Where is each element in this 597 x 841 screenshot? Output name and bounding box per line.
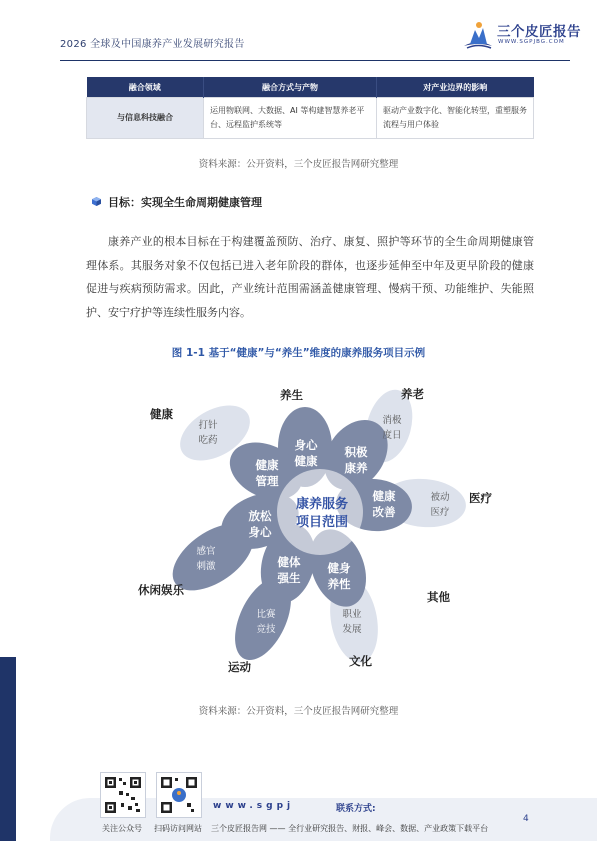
inner-label: 健身 <box>327 561 351 575</box>
inner-label: 健体 <box>277 555 301 569</box>
inner-label: 养性 <box>327 577 351 591</box>
qr-caption: 扫码访问网站 <box>154 824 202 833</box>
outer-label: 消极 <box>382 415 402 426</box>
inner-label: 身心 <box>294 438 318 452</box>
category-label: 养老 <box>401 387 424 401</box>
table-header-cell: 融合领域 <box>87 77 204 98</box>
outer-label: 吃药 <box>198 435 218 446</box>
outer-label: 医疗 <box>430 507 450 518</box>
outer-label: 打针 <box>198 420 218 431</box>
category-label: 文化 <box>349 654 372 668</box>
inner-label: 管理 <box>255 474 279 488</box>
table-cell: 与信息科技融合 <box>87 98 204 139</box>
outer-label: 被动 <box>430 492 450 503</box>
footer-description: 三个皮匠报告网 —— 全行业研究报告、财报、峰会、数据、产业政策下载平台 <box>211 824 489 833</box>
category-label: 医疗 <box>469 491 492 505</box>
inner-label: 康养 <box>344 461 368 475</box>
table-header-cell: 融合方式与产物 <box>204 77 377 98</box>
outer-label: 感官 <box>196 546 216 557</box>
figure-title: 图 1-1 基于“健康”与“养生”维度的康养服务项目示例 <box>171 347 426 359</box>
body-paragraph: 康养产业的根本目标在于构建覆盖预防、治疗、康复、照护等环节的全生命周期健康管理体系。其服务对象不仅包括已进入老年阶段的群体，也逐步延伸至中年及更早阶段的健康促进与疾病预防需求。因此，产业统计范围需涵盖健康管理、慢病干预、功能维护、失能照护、安宁疗护等连续性服务内容。 <box>86 235 534 319</box>
outer-label: 发展 <box>342 624 362 635</box>
inner-label: 健康 <box>372 489 396 503</box>
figure-source: 资料来源：公开资料，三个皮匠报告网研究整理 <box>198 706 399 717</box>
header-title: 2026 全球及中国康养产业发展研究报告 <box>60 39 245 50</box>
outer-label: 竞技 <box>256 624 276 635</box>
section-title: 目标：实现全生命周期健康管理 <box>108 196 262 209</box>
page-number: 4 <box>523 814 529 824</box>
inner-label: 强生 <box>277 571 301 585</box>
qr-caption: 关注公众号 <box>102 824 142 833</box>
inner-label: 积极 <box>344 445 368 459</box>
inner-label: 放松 <box>248 509 272 523</box>
inner-label: 健康 <box>294 454 318 468</box>
category-label: 运动 <box>228 660 251 674</box>
inner-label: 健康 <box>255 458 279 472</box>
table-header-cell: 对产业边界的影响 <box>377 77 534 98</box>
center-circle <box>277 469 363 555</box>
outer-label: 比赛 <box>256 609 276 620</box>
website-qr-code[interactable] <box>156 772 202 818</box>
wechat-qr-code[interactable] <box>100 772 146 818</box>
inner-label: 身心 <box>248 525 272 539</box>
center-label: 项目范围 <box>295 515 349 530</box>
footer-contact: 联系方式: <box>336 804 376 814</box>
logo-name: 三个皮匠报告 <box>497 24 581 40</box>
category-label: 休闲娱乐 <box>138 583 184 597</box>
side-accent-bar <box>0 657 16 841</box>
table-source: 资料来源：公开资料，三个皮匠报告网研究整理 <box>198 159 399 170</box>
footer-url-link[interactable]: www.sgpj <box>213 801 295 811</box>
inner-label: 改善 <box>372 505 396 519</box>
table-cell: 驱动产业数字化、智能化转型，重塑服务流程与用户体验 <box>377 98 534 139</box>
table-cell: 运用物联网、大数据、AI 等构建智慧养老平台、远程监护系统等 <box>204 98 377 139</box>
outer-label: 度日 <box>382 430 402 441</box>
qr-code-icon <box>157 773 201 817</box>
category-label: 其他 <box>427 590 450 604</box>
logo-url: WWW.SGPJBG.COM <box>498 39 565 45</box>
center-label: 康养服务 <box>295 497 349 512</box>
outer-label: 刺激 <box>196 561 216 572</box>
category-label: 健康 <box>150 407 173 421</box>
category-label: 养生 <box>280 388 303 402</box>
outer-label: 职业 <box>342 609 362 620</box>
qr-code-icon <box>101 773 145 817</box>
